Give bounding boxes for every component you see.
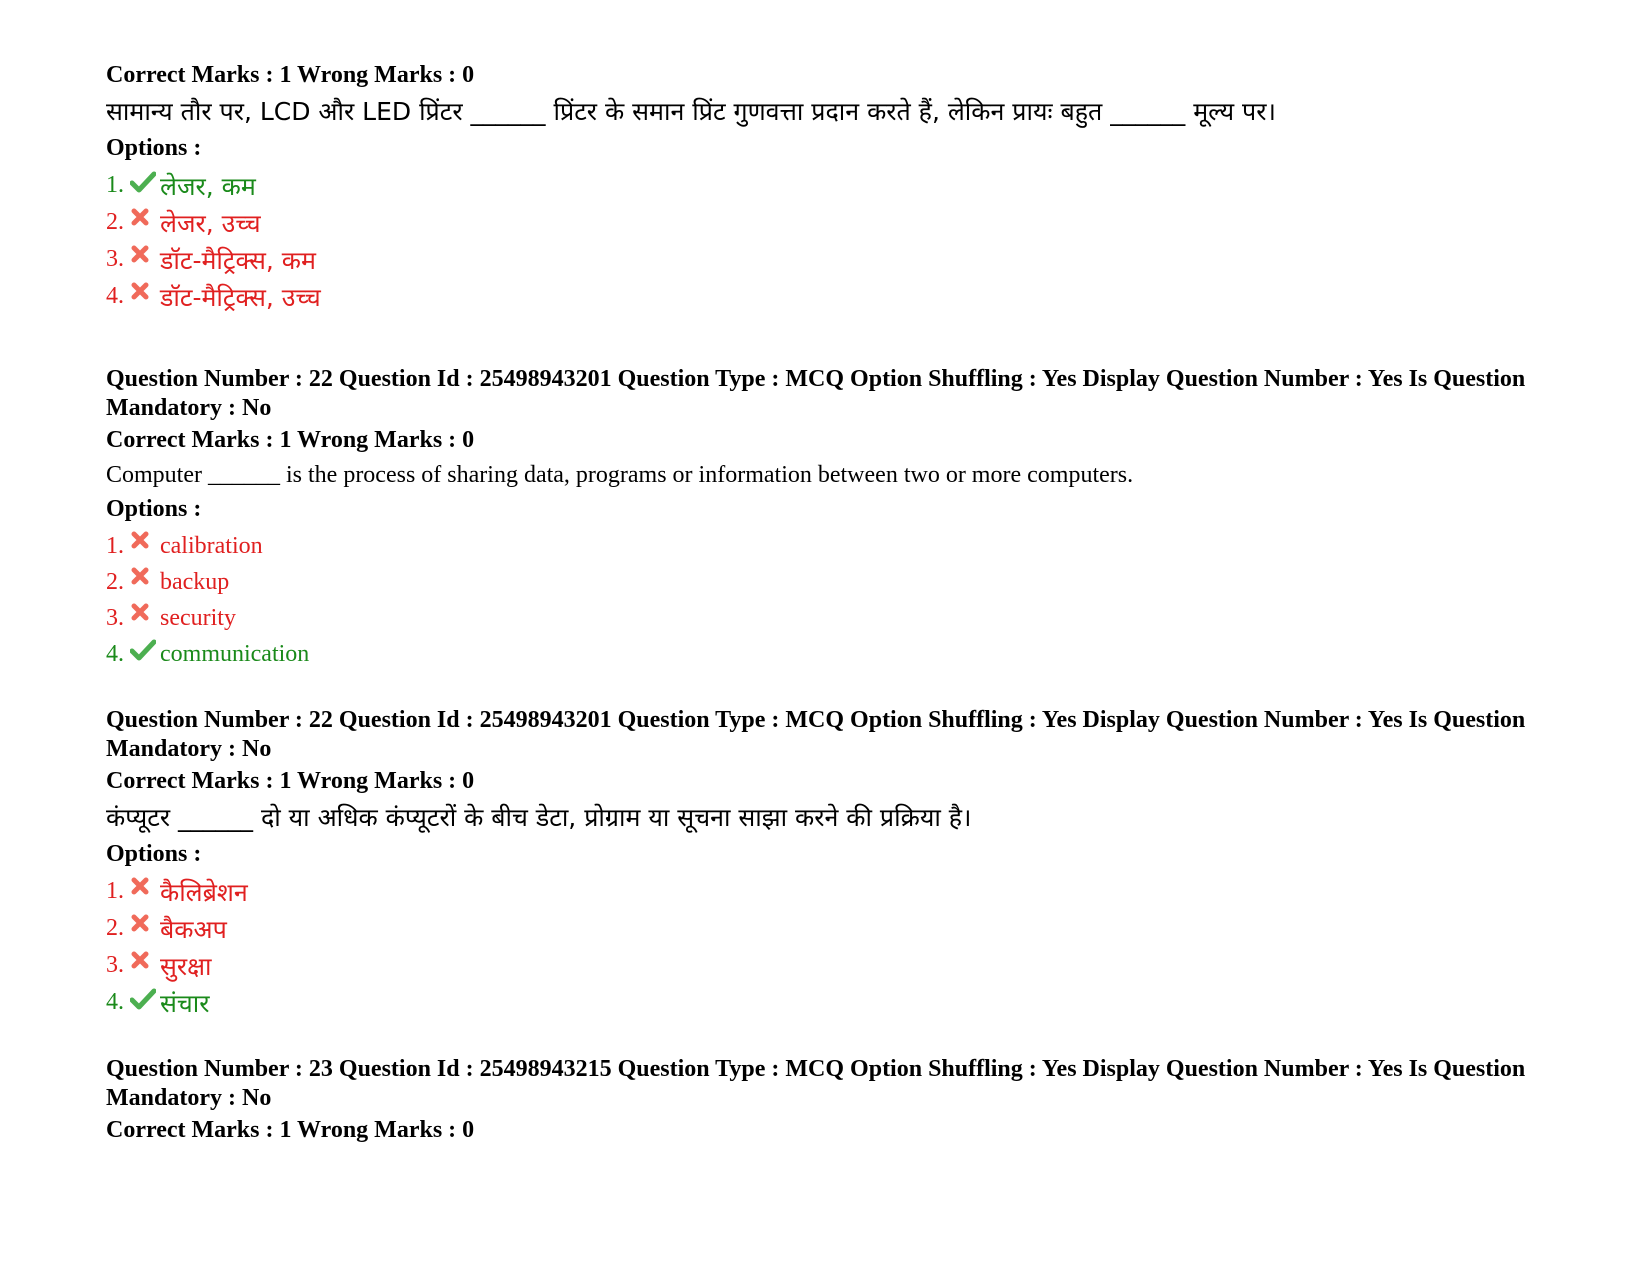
option-number: 3. xyxy=(106,246,124,272)
question-header: Question Number : 22 Question Id : 25498943201 Question Type : MCQ Option Shuffling : Yes Display Question Number : Yes Is Question Mandatory : No xyxy=(106,707,1526,762)
check-icon xyxy=(130,170,160,194)
option-text: कैलिब्रेशन xyxy=(160,877,248,907)
option-item xyxy=(106,600,1546,636)
option-number: 2. xyxy=(106,568,124,595)
option-number: 1. xyxy=(106,172,124,198)
option-number: 3. xyxy=(106,604,124,631)
options-list xyxy=(106,167,1546,315)
cross-icon xyxy=(130,566,160,590)
option-number: 4. xyxy=(106,989,124,1015)
check-icon xyxy=(130,987,160,1011)
option-number: 3. xyxy=(106,952,124,978)
question-block-22-english xyxy=(106,365,1546,672)
question-block-21-hindi xyxy=(106,61,1546,315)
option-item xyxy=(106,564,1546,600)
option-number: 2. xyxy=(106,209,124,235)
cross-icon xyxy=(130,244,160,268)
question-text: Computer ______ is the process of sharing data, programs or information between two or more computers. xyxy=(106,462,1134,488)
cross-icon xyxy=(130,876,160,900)
option-item xyxy=(106,873,1546,910)
cross-icon xyxy=(130,913,160,937)
option-number: 2. xyxy=(106,915,124,941)
option-number: 4. xyxy=(106,283,124,309)
question-text: कंप्यूटर ______ दो या अधिक कंप्यूटरों के बीच डेटा, प्रोग्राम या सूचना साझा करने की प्रक्रिया है। xyxy=(106,803,972,832)
question-header: Question Number : 23 Question Id : 25498943215 Question Type : MCQ Option Shuffling : Yes Display Question Number : Yes Is Question Mandatory : No xyxy=(106,1056,1526,1111)
cross-icon xyxy=(130,530,160,554)
question-header: Question Number : 22 Question Id : 25498943201 Question Type : MCQ Option Shuffling : Yes Display Question Number : Yes Is Question Mandatory : No xyxy=(106,366,1526,421)
option-item xyxy=(106,947,1546,984)
options-label: Options : xyxy=(106,135,202,161)
cross-icon xyxy=(130,207,160,231)
option-text: डॉट-मैट्रिक्स, उच्च xyxy=(160,282,321,312)
option-item xyxy=(106,204,1546,241)
question-paper xyxy=(106,58,1546,1145)
option-text: बैकअप xyxy=(160,914,227,944)
option-item xyxy=(106,278,1546,315)
question-block-22-hindi xyxy=(106,706,1546,1021)
option-number: 4. xyxy=(106,640,124,667)
option-text: डॉट-मैट्रिक्स, कम xyxy=(160,245,316,275)
marks-line: Correct Marks : 1 Wrong Marks : 0 xyxy=(106,1117,475,1143)
option-item xyxy=(106,910,1546,947)
options-label: Options : xyxy=(106,841,202,867)
options-list xyxy=(106,528,1546,672)
option-item xyxy=(106,167,1546,204)
check-icon xyxy=(130,638,160,662)
marks-line: Correct Marks : 1 Wrong Marks : 0 xyxy=(106,768,475,794)
question-text: सामान्य तौर पर, LCD और LED प्रिंटर ______ प्रिंटर के समान प्रिंट गुणवत्ता प्रदान करते हैं, लेकिन प्रायः बहुत ______ मूल्य पर। xyxy=(106,97,1276,126)
options-label: Options : xyxy=(106,496,202,522)
cross-icon xyxy=(130,602,160,626)
marks-line: Correct Marks : 1 Wrong Marks : 0 xyxy=(106,62,475,88)
option-text: संचार xyxy=(160,988,210,1018)
cross-icon xyxy=(130,950,160,974)
option-text: backup xyxy=(160,568,230,595)
option-number: 1. xyxy=(106,532,124,559)
option-text: लेजर, कम xyxy=(160,171,256,201)
option-text: सुरक्षा xyxy=(160,951,212,981)
question-block-23 xyxy=(106,1055,1546,1145)
option-text: communication xyxy=(160,640,310,667)
option-text: लेजर, उच्च xyxy=(160,208,261,238)
option-text: security xyxy=(160,604,236,631)
option-item xyxy=(106,528,1546,564)
option-text: calibration xyxy=(160,532,263,559)
option-item xyxy=(106,241,1546,278)
options-list xyxy=(106,873,1546,1021)
option-item xyxy=(106,636,1546,672)
marks-line: Correct Marks : 1 Wrong Marks : 0 xyxy=(106,427,475,453)
cross-icon xyxy=(130,281,160,305)
option-item xyxy=(106,984,1546,1021)
option-number: 1. xyxy=(106,878,124,904)
